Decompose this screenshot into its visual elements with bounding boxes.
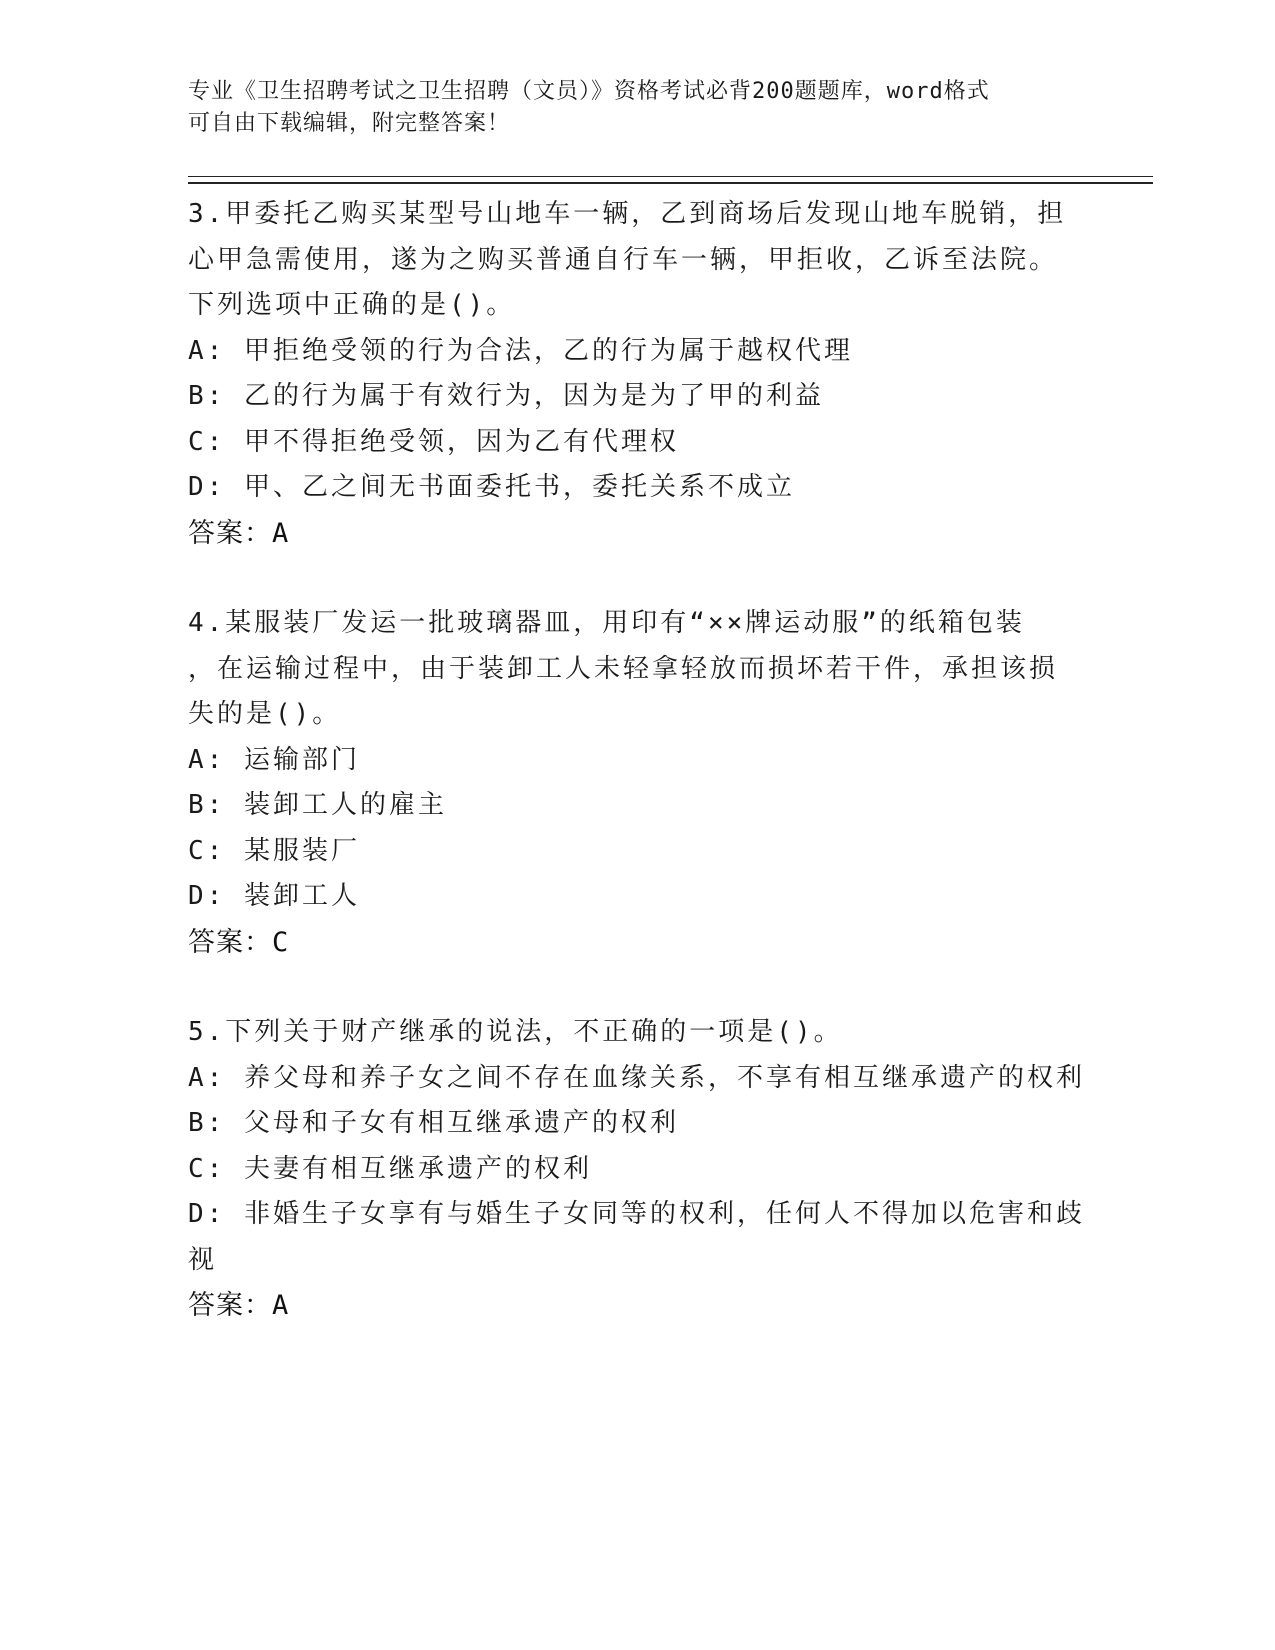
- option-b: B: 乙的行为属于有效行为，因为是为了甲的利益: [188, 381, 824, 411]
- question-stem-line: 下列选项中正确的是()。: [188, 290, 516, 320]
- option-a: A: 运输部门: [188, 744, 360, 775]
- question-stem-line: ，在运输过程中，由于装卸工人未轻拿轻放而损坏若干件，承担该损: [188, 653, 1059, 684]
- header-divider: [188, 176, 1153, 184]
- question-3: [188, 192, 1088, 556]
- option-c: C: 甲不得拒绝受领，因为乙有代理权: [188, 426, 679, 457]
- question-list: [188, 192, 1088, 1329]
- answer-value: A: [272, 517, 290, 549]
- question-stem-line: 5.下列关于财产继承的说法，不正确的一项是()。: [188, 1017, 843, 1047]
- answer-label: 答案：: [188, 926, 272, 958]
- page-header: [188, 76, 1068, 140]
- option-d-continued: 视: [188, 1244, 218, 1275]
- question-5: [188, 1010, 1088, 1329]
- answer: [188, 511, 1088, 557]
- question-stem-line: 4.某服装厂发运一批玻璃器皿，用印有“××牌运动服”的纸箱包装: [188, 608, 1025, 638]
- option-a: A: 甲拒绝受领的行为合法，乙的行为属于越权代理: [188, 335, 853, 366]
- question-stem-line: 心甲急需使用，遂为之购买普通自行车一辆，甲拒收，乙诉至法院。: [188, 244, 1059, 275]
- header-title-line-1: 专业《卫生招聘考试之卫生招聘（文员）》资格考试必背200题题库，word格式: [188, 79, 990, 104]
- answer-value: C: [272, 926, 290, 958]
- option-b: B: 装卸工人的雇主: [188, 790, 447, 820]
- answer-value: A: [272, 1290, 290, 1321]
- header-title-line-2: 可自由下载编辑，附完整答案！: [188, 111, 511, 136]
- question-4: [188, 601, 1088, 965]
- option-c: C: 某服装厂: [188, 835, 360, 866]
- option-d: D: 甲、乙之间无书面委托书，委托关系不成立: [188, 472, 795, 502]
- answer: [188, 1283, 1088, 1329]
- question-stem-line: 3.甲委托乙购买某型号山地车一辆，乙到商场后发现山地车脱销，担: [188, 199, 1067, 229]
- option-d: D: 非婚生子女享有与婚生子女同等的权利，任何人不得加以危害和歧: [188, 1199, 1085, 1229]
- option-a: A: 养父母和养子女之间不存在血缘关系，不享有相互继承遗产的权利: [188, 1062, 1085, 1093]
- option-d: D: 装卸工人: [188, 881, 360, 911]
- answer-label: 答案：: [188, 517, 272, 549]
- option-b: B: 父母和子女有相互继承遗产的权利: [188, 1108, 679, 1138]
- option-c: C: 夫妻有相互继承遗产的权利: [188, 1153, 592, 1184]
- question-stem-line: 失的是()。: [188, 699, 342, 729]
- answer-label: 答案：: [188, 1290, 272, 1321]
- answer: [188, 920, 1088, 966]
